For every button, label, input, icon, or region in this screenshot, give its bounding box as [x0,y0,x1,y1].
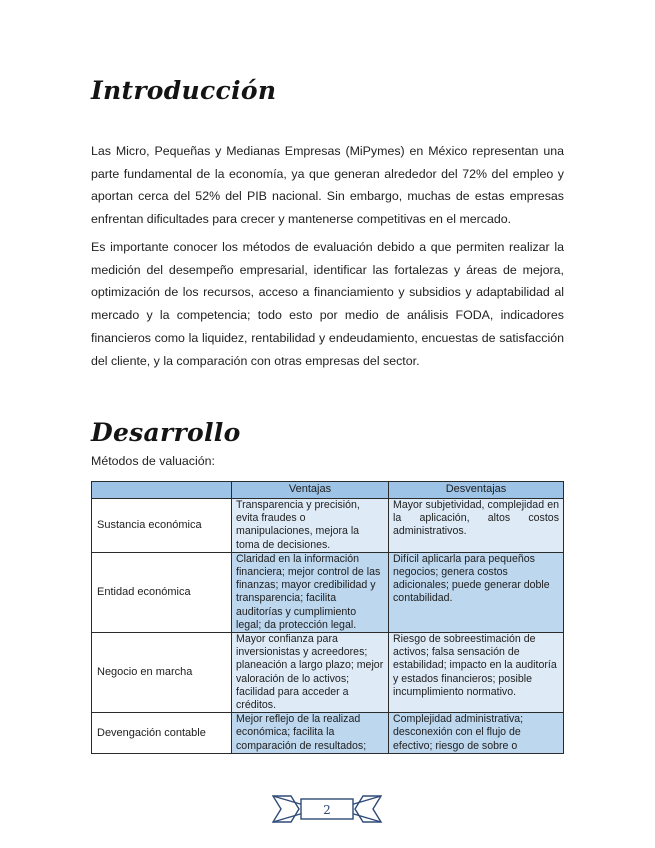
valuation-methods-table [91,481,564,754]
row-name: Entidad económica [92,552,232,632]
ventajas-cell: Mayor confianza para inversionistas y acreedores; planeación a largo plazo; mejor valoración de lo activos; facilidad para acceder a créditos. [232,633,389,713]
desarrollo-heading: Desarrollo [91,418,241,447]
methods-label: Métodos de valuación: [91,454,215,468]
desventajas-cell: Riesgo de sobreestimación de activos; falsa sensación de estabilidad; impacto en la auditoría y estados financieros; posible incumplimiento normativo. [389,633,564,713]
row-name: Devengación contable [92,713,232,754]
desventajas-cell: Mayor subjetividad, complejidad en la aplicación, altos costos administrativos. [389,499,564,553]
table-row [92,499,564,553]
ventajas-cell [232,713,389,754]
table-header-row [92,482,564,499]
ventajas-cell: Transparencia y precisión, evita fraudes o manipulaciones, mejora la toma de decisiones. [232,499,389,553]
intro-paragraph-1: Las Micro, Pequeñas y Medianas Empresas (MiPymes) en México representan una parte fundamental de la economía, ya que generan alrededor del 72% del empleo y aportan cerca del 52% del PIB nacional. Sin embargo, muchas de estas empresas enfrentan dificultades para crecer y mantenerse competitivas en el mercado. [91,144,564,227]
desventajas-cell-text: Complejidad administrativa; desconexión con el flujo de efectivo; riesgo de sobre o [393,713,524,752]
introduction-heading: Introducción [91,76,277,105]
intro-paragraph-2: Es importante conocer los métodos de evaluación debido a que permiten realizar la medición del desempeño empresarial, identificar las fortalezas y áreas de mejora, optimización de los recursos, acceso a financiamiento y subsidios y adaptabilidad al mercado y la competencia; todo esto por medio de análisis FODA, indicadores financieros como la liquidez, rentabilidad y endeudamiento, encuestas de satisfacción del cliente, y la comparación con otras empresas del sector. [91,240,564,368]
desventajas-cell [389,713,564,754]
table-row [92,633,564,713]
desventajas-cell: Difícil aplicarla para pequeños negocios; genera costos adicionales; puede generar doble contabilidad. [389,552,564,632]
header-ventajas: Ventajas [232,482,389,499]
row-name: Sustancia económica [92,499,232,553]
row-name: Negocio en marcha [92,633,232,713]
table-row [92,713,564,754]
table-row [92,552,564,632]
ventajas-cell: Claridad en la información financiera; mejor control de las finanzas; mayor credibilidad y transparencia; facilita auditorías y cumplimiento legal; da protección legal. [232,552,389,632]
header-blank [92,482,232,499]
header-desventajas: Desventajas [389,482,564,499]
ventajas-cell-text: Mejor reflejo de la realizad económica; facilita la comparación de resultados; [236,713,367,752]
page-number: 2 [323,803,331,817]
